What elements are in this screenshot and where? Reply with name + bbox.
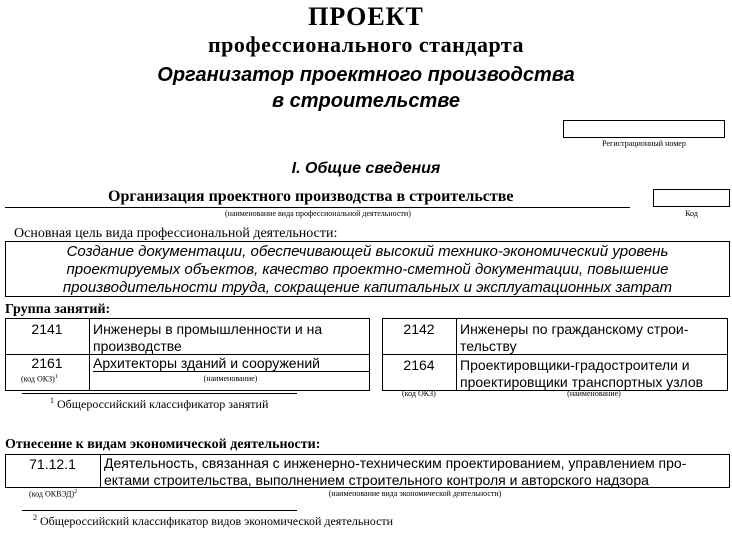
occupation-code: 2164	[403, 357, 435, 373]
standard-title-line2: в строительстве	[271, 90, 460, 112]
occupations-code-caption: (код ОКЗ)$^1$	[21, 374, 58, 384]
economic-divider	[100, 454, 101, 488]
document-project-heading: ПРОЕКТ	[308, 2, 424, 31]
occupation-name-line1: Инженеры по гражданскому строи-	[460, 321, 689, 337]
registration-number-box[interactable]	[563, 120, 725, 138]
occupation-name	[460, 321, 726, 355]
section-title: I. Общие сведения	[291, 160, 441, 177]
occupation-code: 2161	[31, 355, 63, 371]
footnote1: $^1$ Общероссийский классификатор занятий	[50, 396, 269, 411]
economic-code-caption: (код ОКВЭД)$^2$	[29, 489, 78, 499]
economic-name-line1: Деятельность, связанная с инженерно-техническим проектированием, управлением про-	[104, 455, 687, 471]
occupation-name-line2: производстве	[93, 338, 182, 354]
occupation-name	[93, 355, 368, 372]
activity-code-caption: Код	[685, 209, 698, 218]
activity-underline	[5, 207, 630, 208]
occupation-name-line1: Инженеры в промышленности и на	[93, 321, 323, 337]
occupation-name-line1: Архитекторы зданий и сооружений	[93, 355, 320, 371]
occupation-name-line2: тельству	[460, 338, 517, 354]
activity-caption: (наименование вида профессиональной деятельности)	[225, 209, 411, 218]
economic-name	[104, 455, 726, 489]
footnote1-separator	[22, 393, 297, 394]
occupations-right-name-caption: (наименование)	[567, 389, 621, 398]
goal-line2: проектируемых объектов, качество проектно-сметной документации, повышение	[66, 261, 669, 278]
occupation-code: 2141	[31, 321, 63, 337]
economic-table	[5, 454, 730, 500]
occupation-name-line2: проектировщики транспортных узлов	[460, 374, 704, 390]
activity-name: Организация проектного производства в строительстве	[108, 188, 514, 205]
economic-code: 71.12.1	[29, 456, 76, 472]
economic-name-line2: ектами строительства, выполнением строительного контроля и авторского надзора	[104, 472, 649, 488]
goal-text-box	[5, 241, 730, 297]
footnote2: $^2$ Общероссийский классификатор видов экономической деятельности	[33, 513, 394, 528]
economic-label: Отнесение к видам экономической деятельности:	[5, 437, 321, 452]
occupation-code: 2142	[403, 321, 435, 337]
goal-label: Основная цель вида профессиональной деятельности:	[14, 226, 338, 241]
occupations-left-table	[5, 318, 370, 391]
occupations-right-table	[382, 318, 728, 391]
occupations-right-code-caption: (код ОКЗ)	[402, 389, 436, 398]
activity-code-box[interactable]	[653, 189, 730, 207]
goal-line3: производительности труда, сокращение капитальных и эксплуатационных затрат	[62, 279, 673, 296]
occupations-name-caption: (наименование)	[203, 374, 258, 383]
occupation-name	[460, 357, 726, 391]
occupation-name	[93, 321, 368, 355]
standard-title-line1: Организатор проектного производства	[157, 64, 575, 86]
registration-number-caption: Регистрационный номер	[602, 139, 686, 148]
occupation-name-line1: Проектировщики-градостроители и	[460, 357, 690, 373]
economic-name-caption: (наименование вида экономической деятельности)	[328, 489, 502, 498]
occupations-label: Группа занятий:	[5, 302, 111, 317]
occupation-name-underline	[93, 371, 370, 372]
document-subtitle: профессионального стандарта	[208, 32, 524, 57]
footnote2-separator	[22, 510, 297, 511]
goal-line1: Создание документации, обеспечивающей высокий технико-экономический уровень	[66, 243, 669, 260]
